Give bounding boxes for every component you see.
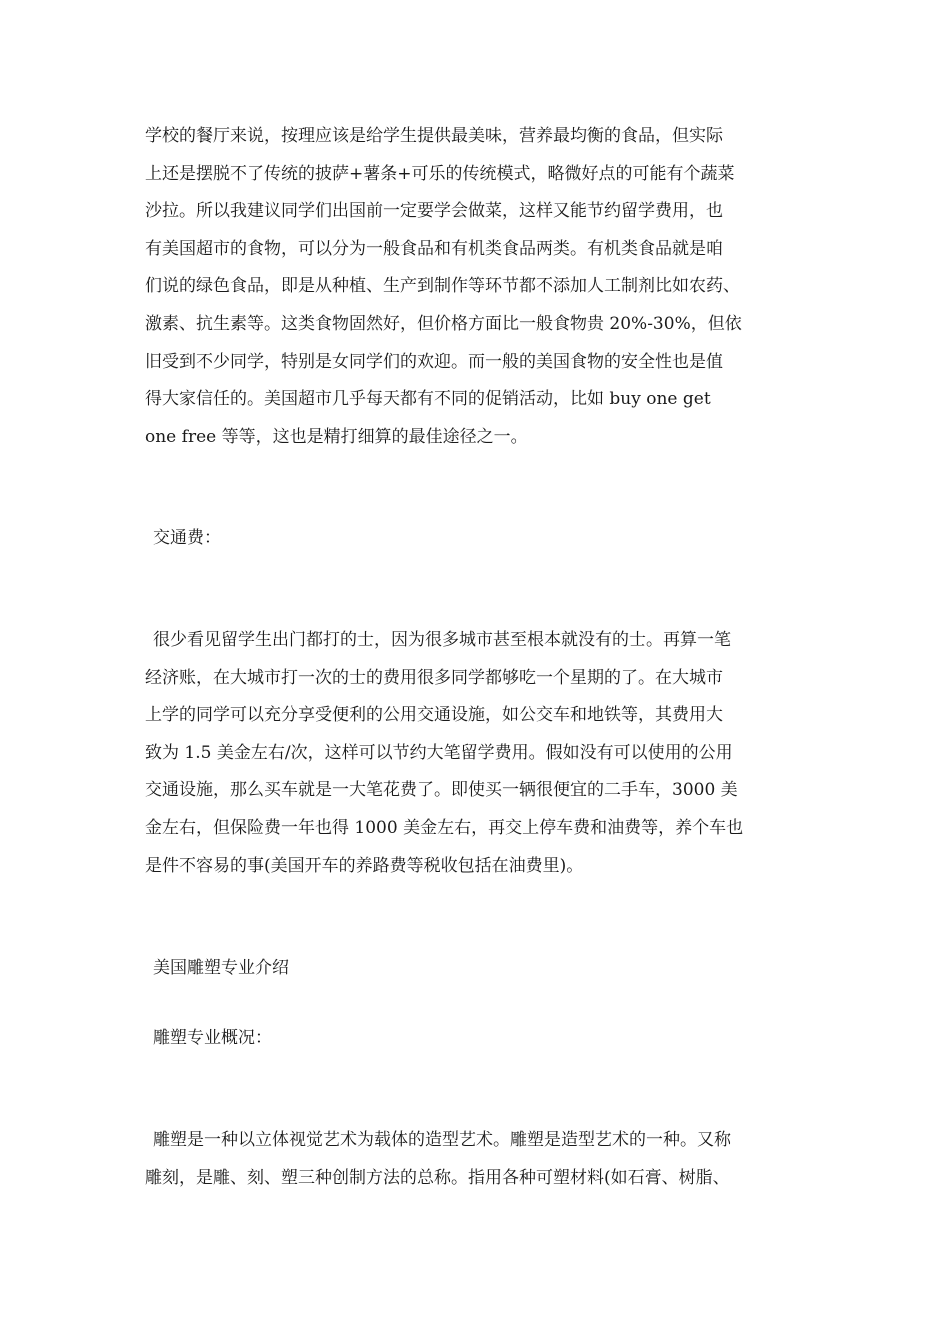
section-heading: 雕塑专业概况： <box>153 1028 272 1048</box>
heading-sculpture-overview <box>145 1020 815 1058</box>
text-line: 学校的餐厅来说，按理应该是给学生提供最美味，营养最均衡的食品，但实际 <box>145 126 723 146</box>
text-line: 旧受到不少同学，特别是女同学们的欢迎。而一般的美国食物的安全性也是值 <box>145 351 723 372</box>
text-line: 雕刻，是雕、刻、塑三种创制方法的总称。指用各种可塑材料(如石膏、树脂、 <box>145 1167 730 1188</box>
text-line: 是件不容易的事(美国开车的养路费等税收包括在油费里)。 <box>145 855 584 876</box>
text-line: 得大家信任的。美国超市几乎每天都有不同的促销活动，比如 buy one get <box>145 389 711 410</box>
text-line: 经济账，在大城市打一次的士的费用很多同学都够吃一个星期的了。在大城市 <box>145 667 723 688</box>
section-heading: 交通费： <box>153 528 221 548</box>
text-line: 交通设施，那么买车就是一大笔花费了。即使买一辆很便宜的二手车，3000 美 <box>145 780 738 801</box>
text-line: 雕塑是一种以立体视觉艺术为载体的造型艺术。雕塑是造型艺术的一种。又称 <box>153 1130 731 1150</box>
text-line: 致为 1.5 美金左右/次，这样可以节约大笔留学费用。假如没有可以使用的公用 <box>145 742 733 763</box>
text-line: 很少看见留学生出门都打的士，因为很多城市甚至根本就没有的士。再算一笔 <box>153 630 731 650</box>
text-line: 金左右，但保险费一年也得 1000 美金左右，再交上停车费和油费等，养个车也 <box>145 817 744 838</box>
text-line: 上还是摆脱不了传统的披萨+薯条+可乐的传统模式，略微好点的可能有个蔬菜 <box>145 163 735 184</box>
heading-transport <box>145 520 815 558</box>
text-line: 有美国超市的食物，可以分为一般食品和有机类食品两类。有机类食品就是咱 <box>145 238 723 259</box>
section-heading: 美国雕塑专业介绍 <box>153 958 289 978</box>
text-line: 激素、抗生素等。这类食物固然好，但价格方面比一般食物贵 20%-30%，但依 <box>145 313 742 334</box>
paragraph-sculpture <box>145 1122 815 1197</box>
text-line: 上学的同学可以充分享受便利的公用交通设施，如公交车和地铁等，其费用大 <box>145 705 723 726</box>
paragraph-food <box>145 118 815 456</box>
paragraph-transport <box>145 622 815 885</box>
text-line: 沙拉。所以我建议同学们出国前一定要学会做菜，这样又能节约留学费用，也 <box>145 201 723 222</box>
text-line: 们说的绿色食品，即是从种植、生产到制作等环节都不添加人工制剂比如农药、 <box>145 276 740 297</box>
text-line: one free 等等，这也是精打细算的最佳途径之一。 <box>145 426 528 447</box>
heading-sculpture-intro <box>145 950 815 988</box>
